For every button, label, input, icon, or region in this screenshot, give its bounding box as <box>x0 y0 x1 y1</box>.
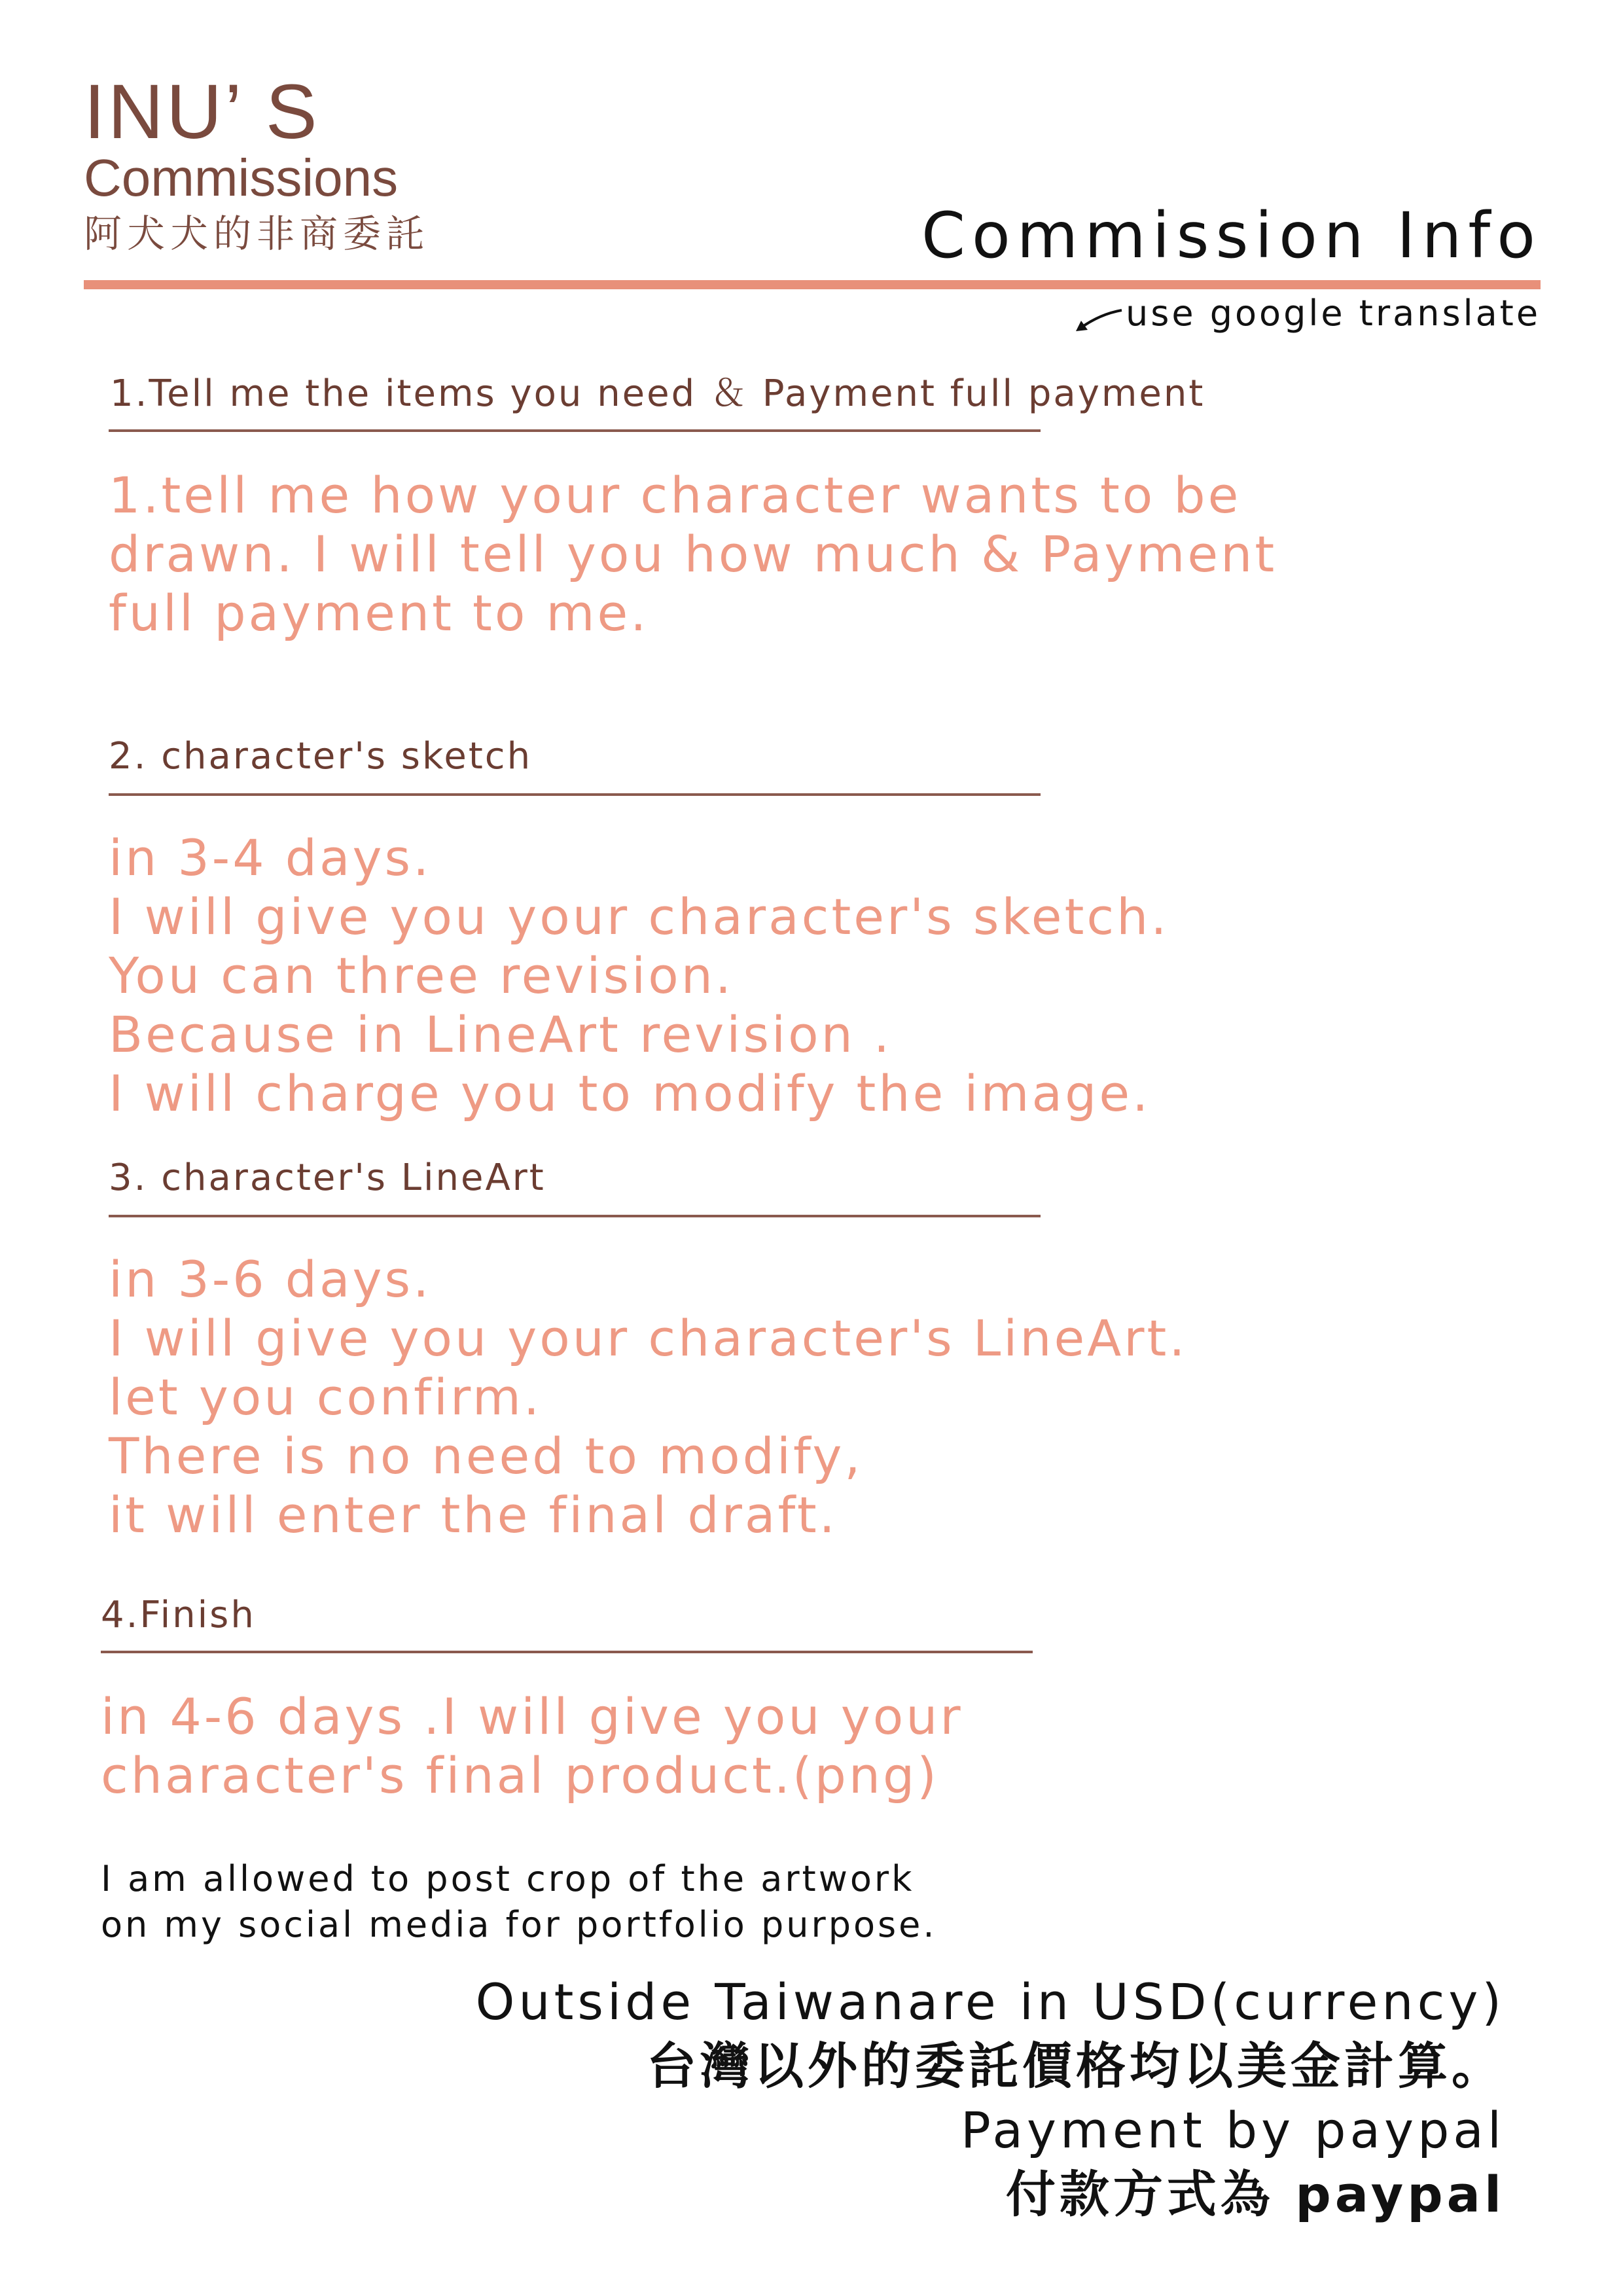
page-title: Commission Info <box>921 199 1542 272</box>
payment-method: Payment by paypal <box>961 2101 1505 2159</box>
step-2-heading: 2. character's sketch <box>109 735 533 778</box>
step-4-line: character's final product.(png) <box>101 1746 939 1804</box>
step-3-line: in 3-6 days. <box>109 1250 432 1308</box>
step-2-line: Because in LineArt revision . <box>109 1005 893 1064</box>
payment-info <box>476 1970 1505 2227</box>
step-3-divider <box>109 1215 1041 1217</box>
step-3-heading: 3. character's LineArt <box>109 1157 546 1199</box>
step-3-line: let you confirm. <box>109 1368 543 1426</box>
payment-method-chinese: 付款方式為 paypal <box>1005 2165 1505 2223</box>
brand-title: INU’ S <box>84 69 320 155</box>
step-3-body <box>109 1250 1188 1545</box>
step-2-line: I will charge you to modify the image. <box>109 1064 1151 1122</box>
step-1-body <box>109 466 1277 643</box>
step-3-line: I will give you your character's LineArt. <box>109 1309 1188 1367</box>
step-2-line: You can three revision. <box>109 946 734 1005</box>
portfolio-note <box>101 1856 937 1948</box>
arrow-icon <box>1073 302 1126 335</box>
step-3-line: There is no need to modify, <box>109 1427 863 1485</box>
step-4-line: in 4-6 days .I will give you your <box>101 1687 963 1746</box>
translate-note: use google translate <box>1126 293 1541 334</box>
currency-note-chinese: 台灣以外的委託價格均以美金計算。 <box>647 2037 1505 2095</box>
step-1-line: 1.tell me how your character wants to be <box>109 466 1241 524</box>
step-3-line: it will enter the final draft. <box>109 1486 838 1544</box>
step-2-line: in 3-4 days. <box>109 829 432 887</box>
step-2-divider <box>109 793 1041 796</box>
note-line: on my social media for portfolio purpose. <box>101 1904 937 1945</box>
step-1-divider <box>109 429 1041 432</box>
step-2-line: I will give you your character's sketch. <box>109 888 1169 946</box>
note-line: I am allowed to post crop of the artwork <box>101 1858 915 1899</box>
step-1-line: full payment to me. <box>109 584 649 642</box>
step-1-heading: 1.Tell me the items you need ＆ Payment full payment <box>110 372 1205 415</box>
step-4-divider <box>101 1651 1033 1653</box>
step-1-line: drawn. I will tell you how much & Payment <box>109 525 1277 583</box>
step-4-body <box>101 1687 963 1805</box>
brand-subtitle: Commissions <box>84 149 399 207</box>
title-divider <box>84 280 1541 289</box>
step-2-body <box>109 829 1169 1123</box>
step-4-heading: 4.Finish <box>101 1594 256 1636</box>
currency-note: Outside Taiwanare in USD(currency) <box>475 1973 1505 2031</box>
brand-chinese-subtitle: 阿犬犬的非商委託 <box>84 211 430 256</box>
